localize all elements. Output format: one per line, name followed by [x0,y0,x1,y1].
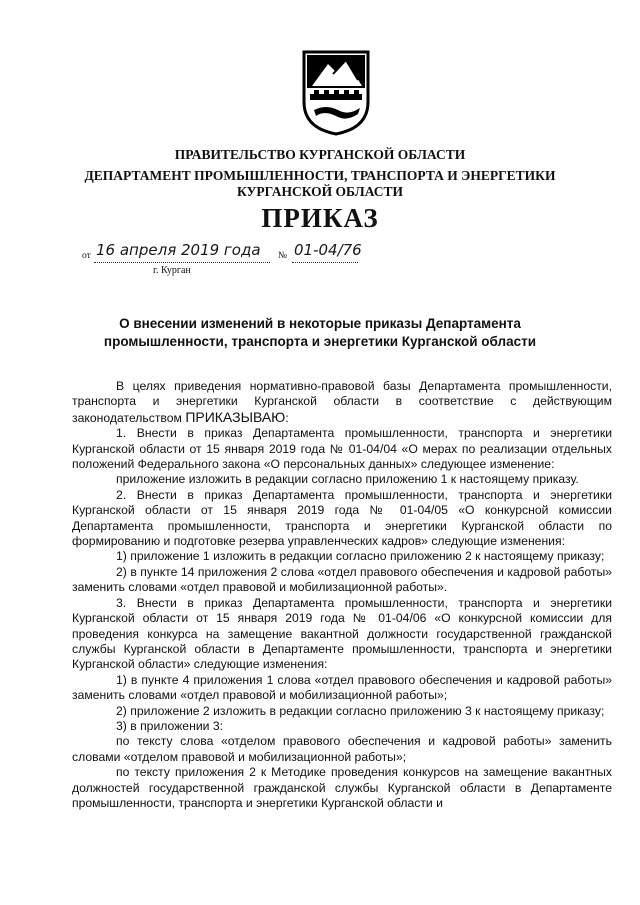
date-prefix: от [82,251,91,261]
order-body [72,379,612,811]
handwritten-date: 16 апреля 2019 года [96,241,261,259]
preamble-paragraph: В целях приведения нормативно-правовой базы Департамента промышленности, транспорта и энергетики Курганской области в соответствие с действующим законодательством ПРИКАЗЫВАЮ: [72,379,612,425]
paragraph-2-2: 2) в пункте 14 приложения 2 слова «отдел правового обеспечения и кадровой работы» заменить словами «отдел правовой и мобилизационной работы». [72,564,612,595]
paragraph-1-1: приложение изложить в редакции согласно приложению 1 к настоящему приказу. [116,472,579,487]
city: г. Курган [153,265,191,276]
date-underline [94,262,270,263]
department-name-line2: КУРГАНСКОЙ ОБЛАСТИ [236,184,404,199]
number-sign: № [278,251,288,261]
order-subject: О внесении изменений в некоторые приказы Департамента промышленности, транспорта и энергетики Курганской области [103,316,537,349]
paragraph-3: 3. Внести в приказ Департамента промышленности, транспорта и энергетики Курганской области от 15 января 2019 года № 01-04/06 «О конкурсной комиссии для проведения конкурса на замещение вакантной должности государственной гражданской службы Курганской области в Департаменте промышленности, транспорта и энергетики Курганской области» следующие изменения: [72,595,612,672]
paragraph-3-2: 2) приложение 2 изложить в редакции согласно приложению 3 к настоящему приказу; [116,703,605,718]
paragraph-3-3-2: по тексту приложения 2 к Методике проведения конкурсов на замещение вакантных должностей государственной гражданской службы Курганской области в Департаменте промышленности, транспорта и энергетики Курганской области и [72,765,612,810]
handwritten-number: 01-04/76 [294,241,362,259]
paragraph-3-3: 3) в приложении 3: [116,718,223,733]
paragraph-2: 2. Внести в приказ Департамента промышленности, транспорта и энергетики Курганской области от 15 января 2019 года № 01-04/05 «О конкурсной комиссии Департамента промышленности, транспорта и энергетики Курганской области по формированию и подготовке резерва управленческих кадров» следующие изменения: [72,487,612,549]
department-name-line1: ДЕПАРТАМЕНТ ПРОМЫШЛЕННОСТИ, ТРАНСПОРТА И ЭНЕРГЕТИКИ [84,168,556,183]
paragraph-3-3-1: по тексту слова «отделом правового обеспечения и кадровой работы» заменить словами «отделом правовой и мобилизационной работы»; [72,734,612,764]
number-underline [292,262,358,263]
order-keyword: ПРИКАЗЫВАЮ [185,408,286,425]
coat-of-arms-icon [300,50,372,136]
government-name: ПРАВИТЕЛЬСТВО КУРГАНСКОЙ ОБЛАСТИ [174,147,466,162]
document-type-title: ПРИКАЗ [261,203,379,233]
paragraph-1: 1. Внести в приказ Департамента промышленности, транспорта и энергетики Курганской области от 15 января 2019 года № 01-04/04 «О мерах по реализации отдельных положений Федерального закона «О персональных данных» следующее изменение: [72,426,612,472]
preamble-text: В целях приведения нормативно-правовой базы Департамента промышленности, транспорта и энергетики Курганской области в соответствие с действующим законодательством [72,379,612,425]
paragraph-3-1: 1) в пункте 4 приложения 1 слова «отдел правового обеспечения и кадровой работы» заменить словами «отдел правовой и мобилизационной работы»; [72,672,612,703]
paragraph-2-1: 1) приложение 1 изложить в редакции согласно приложению 2 к настоящему приказу; [116,549,605,564]
